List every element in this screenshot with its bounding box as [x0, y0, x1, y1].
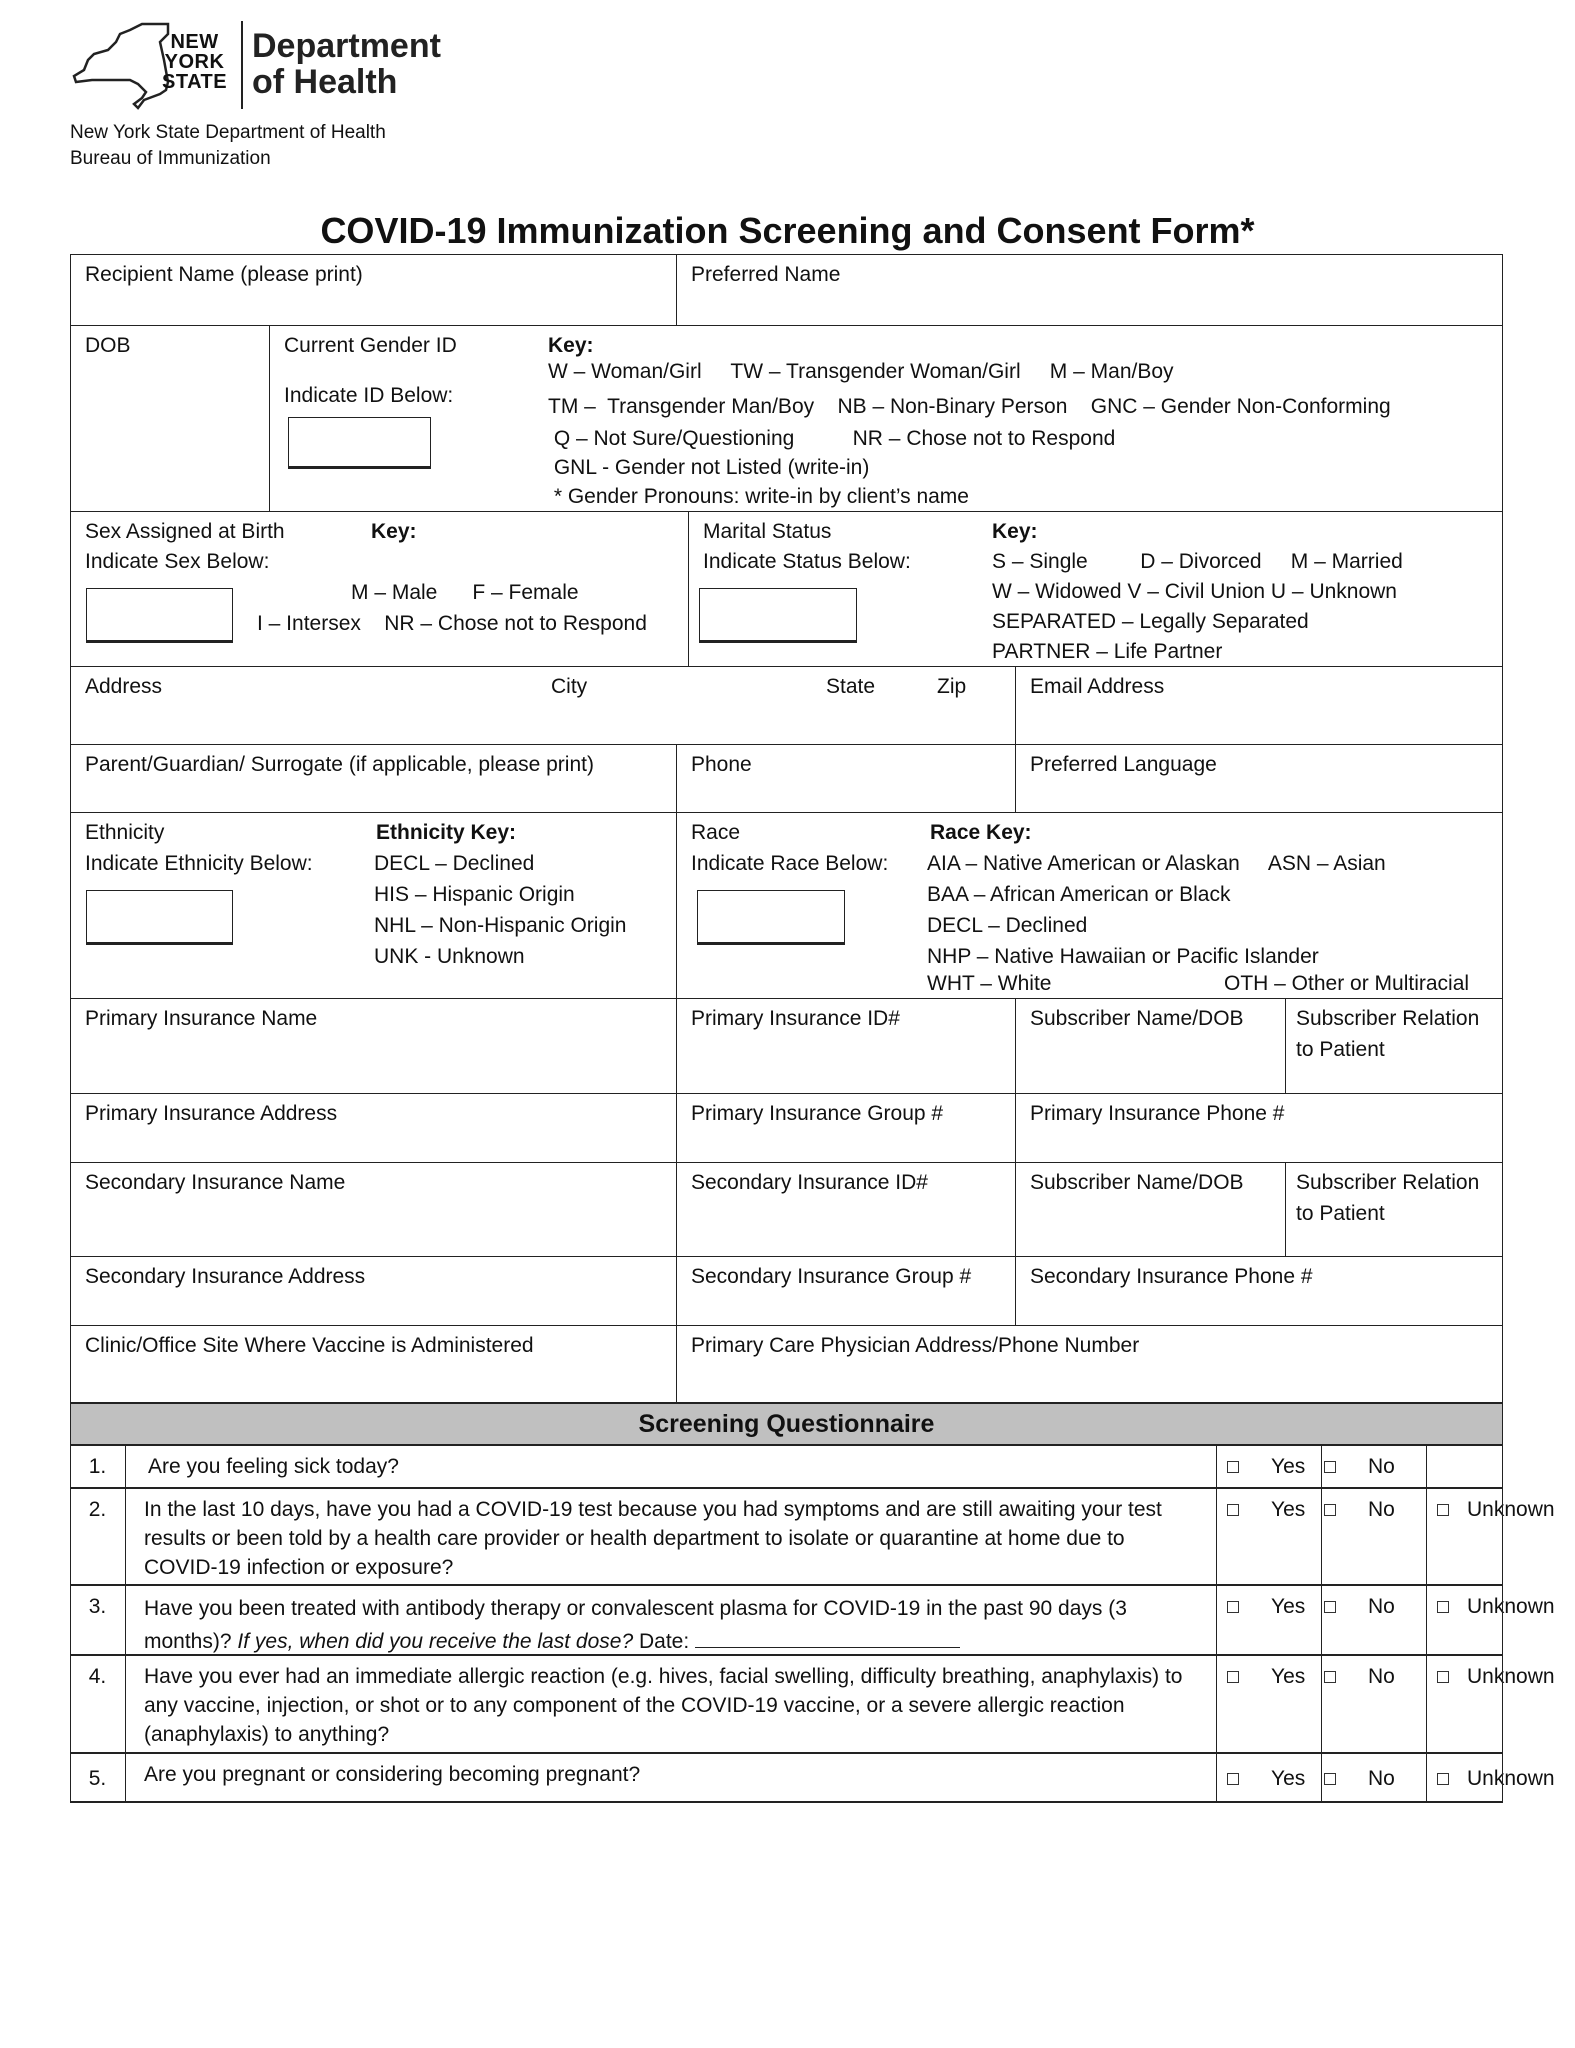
option-label: Yes	[1271, 1767, 1306, 1790]
checkbox-icon[interactable]	[1227, 1601, 1239, 1613]
field-label: Subscriber Name/DOB	[1030, 1171, 1244, 1194]
checkbox-icon[interactable]	[1437, 1773, 1449, 1785]
field-label: Primary Insurance Name	[85, 1007, 318, 1030]
key-line: OTH – Other or Multiracial	[1224, 972, 1470, 995]
key-line: NHL – Non-Hispanic Origin	[374, 914, 627, 937]
option-label: No	[1368, 1595, 1395, 1618]
question-number: 1.	[70, 1446, 126, 1487]
option-label: Unknown	[1467, 1498, 1555, 1521]
field-label: Secondary Insurance Name	[85, 1171, 346, 1194]
field-label: Subscriber Name/DOB	[1030, 1007, 1244, 1030]
checkbox-icon[interactable]	[1437, 1504, 1449, 1516]
field-label: Preferred Name	[691, 263, 841, 286]
marital-status-input[interactable]	[699, 588, 857, 643]
option-label: No	[1368, 1767, 1395, 1790]
field-label: Email Address	[1030, 675, 1165, 698]
field-label: Primary Care Physician Address/Phone Number	[691, 1334, 1140, 1357]
gender-id-input[interactable]	[288, 417, 431, 469]
key-title: Key:	[371, 520, 417, 543]
key-line: M – Male F – Female	[351, 581, 579, 604]
marital-section	[688, 511, 1503, 666]
primary-insurance-phone-field[interactable]	[1015, 1093, 1503, 1162]
option-label: No	[1368, 1455, 1395, 1478]
option-label: Yes	[1271, 1595, 1306, 1618]
question-followup: If yes, when did you receive the last dose?	[237, 1630, 634, 1653]
question-number: 3.	[70, 1586, 126, 1654]
ethnicity-input[interactable]	[86, 890, 233, 945]
key-line: NHP – Native Hawaiian or Pacific Islander	[927, 945, 1319, 968]
field-label: Secondary Insurance Phone #	[1030, 1265, 1313, 1288]
key-line: DECL – Declined	[374, 852, 535, 875]
primary-insurance-group-field[interactable]	[676, 1093, 1015, 1162]
secondary-insurance-id-field[interactable]	[676, 1162, 1015, 1256]
field-label: Secondary Insurance Address	[85, 1265, 366, 1288]
field-label: Phone	[691, 753, 752, 776]
secondary-insurance-group-field[interactable]	[676, 1256, 1015, 1325]
checkbox-icon[interactable]	[1324, 1671, 1336, 1683]
question-main-text: Have you been treated with antibody therapy or convalescent plasma for COVID-19 in the past 90 days (3 months)?	[144, 1597, 1127, 1653]
dob-field[interactable]	[70, 325, 269, 511]
secondary-subscriber-name-field[interactable]	[1015, 1162, 1285, 1256]
secondary-insurance-phone-field[interactable]	[1015, 1256, 1503, 1325]
field-label: Subscriber Relation to Patient	[1296, 1007, 1480, 1061]
key-line: WHT – White	[927, 972, 1052, 995]
key-line: UNK - Unknown	[374, 945, 525, 968]
option-label: Unknown	[1467, 1767, 1555, 1790]
primary-subscriber-relation-field[interactable]	[1285, 998, 1503, 1093]
pcp-field[interactable]	[676, 1325, 1503, 1402]
field-label: Secondary Insurance Group #	[691, 1265, 972, 1288]
secondary-insurance-address-field[interactable]	[70, 1256, 676, 1325]
date-input[interactable]	[695, 1627, 960, 1648]
key-line: GNL - Gender not Listed (write-in)	[548, 456, 870, 479]
field-label: Clinic/Office Site Where Vaccine is Administered	[85, 1334, 534, 1357]
no-option[interactable]	[1322, 1489, 1427, 1584]
logo-line: Department	[252, 27, 441, 65]
unknown-option[interactable]	[1427, 1586, 1555, 1654]
option-label: Unknown	[1467, 1595, 1555, 1618]
question-row	[70, 1586, 1555, 1656]
field-label: Ethnicity	[85, 821, 165, 844]
field-label: Preferred Language	[1030, 753, 1217, 776]
zip-label: Zip	[937, 675, 967, 698]
key-title: Key:	[992, 520, 1038, 543]
checkbox-icon[interactable]	[1437, 1601, 1449, 1613]
secondary-subscriber-relation-field[interactable]	[1285, 1162, 1503, 1256]
question-number: 4.	[70, 1656, 126, 1752]
key-line: SEPARATED – Legally Separated	[992, 610, 1309, 633]
option-label: Yes	[1271, 1455, 1306, 1478]
empty-option-cell	[1427, 1446, 1503, 1487]
question-text: Are you pregnant or considering becoming pregnant?	[126, 1754, 1217, 1801]
question-text: Have you ever had an immediate allergic reaction (e.g. hives, facial swelling, difficulty breathing, anaphylaxis) to any vaccine, injection, or shot or to any component of the COVID-19 vaccine, or a severe allergic reaction (anaphylaxis) to anything?	[126, 1656, 1217, 1752]
logo-line: YORK	[164, 51, 225, 73]
key-title: Race Key:	[930, 821, 1032, 844]
ethnicity-section	[70, 812, 676, 998]
key-title: Ethnicity Key:	[376, 821, 517, 844]
clinic-site-field[interactable]	[70, 1325, 676, 1402]
key-line: S – Single D – Divorced M – Married	[992, 550, 1403, 573]
no-option[interactable]	[1322, 1656, 1427, 1752]
yes-option[interactable]	[1217, 1754, 1322, 1801]
question-row	[70, 1656, 1555, 1754]
key-line: * Gender Pronouns: write-in by client’s name	[548, 485, 969, 508]
page-title: COVID-19 Immunization Screening and Consent Form*	[320, 210, 1255, 251]
key-line: HIS – Hispanic Origin	[374, 883, 575, 906]
key-line: I – Intersex NR – Chose not to Respond	[257, 612, 647, 635]
unknown-option[interactable]	[1427, 1489, 1555, 1584]
primary-insurance-id-field[interactable]	[676, 998, 1015, 1093]
question-text: Are you feeling sick today?	[126, 1446, 1217, 1487]
field-label: Secondary Insurance ID#	[691, 1171, 928, 1194]
logo-line: STATE	[162, 71, 228, 93]
question-row	[70, 1754, 1555, 1803]
logo-state-text	[162, 32, 227, 92]
yes-option[interactable]	[1217, 1446, 1322, 1487]
question-row	[70, 1489, 1555, 1586]
unknown-option[interactable]	[1427, 1754, 1555, 1801]
sex-input[interactable]	[86, 588, 233, 643]
checkbox-icon[interactable]	[1227, 1504, 1239, 1516]
city-label: City	[551, 675, 588, 698]
primary-insurance-name-field[interactable]	[70, 998, 676, 1093]
field-label: Parent/Guardian/ Surrogate (if applicable, please print)	[85, 753, 594, 776]
key-line: PARTNER – Life Partner	[992, 640, 1223, 663]
primary-subscriber-name-field[interactable]	[1015, 998, 1285, 1093]
date-label: Date:	[638, 1630, 690, 1653]
field-label: DOB	[85, 334, 131, 357]
checkbox-icon[interactable]	[1324, 1461, 1336, 1473]
yes-option[interactable]	[1217, 1489, 1322, 1584]
question-text	[126, 1586, 1217, 1654]
checkbox-icon[interactable]	[1324, 1504, 1336, 1516]
primary-insurance-address-field[interactable]	[70, 1093, 676, 1162]
field-label: Marital Status	[703, 520, 832, 543]
option-label: No	[1368, 1665, 1395, 1688]
yes-option[interactable]	[1217, 1586, 1322, 1654]
preferred-language-field[interactable]	[1015, 744, 1503, 812]
field-label: Current Gender ID	[284, 334, 457, 357]
field-label: Recipient Name (please print)	[85, 263, 363, 286]
question-number: 2.	[70, 1489, 126, 1584]
field-label: Primary Insurance Phone #	[1030, 1102, 1285, 1125]
address-field[interactable]	[70, 666, 1015, 744]
field-label: Indicate Status Below:	[703, 550, 911, 573]
question-text: In the last 10 days, have you had a COVID-19 test because you had symptoms and are still awaiting your test results or been told by a health care provider or health department to isolate or quarantine at home due to COVID-19 infection or exposure?	[126, 1489, 1217, 1584]
agency-line: Bureau of Immunization	[70, 148, 271, 169]
field-label: Sex Assigned at Birth	[85, 520, 285, 543]
checkbox-icon[interactable]	[1227, 1671, 1239, 1683]
sex-section	[70, 511, 688, 666]
key-line: TM – Transgender Man/Boy NB – Non-Binary Person GNC – Gender Non-Conforming	[548, 395, 1391, 418]
logo-dept-text	[252, 28, 441, 100]
field-label: Indicate Race Below:	[691, 852, 889, 875]
no-option[interactable]	[1322, 1586, 1427, 1654]
guardian-field[interactable]	[70, 744, 676, 812]
checkbox-icon[interactable]	[1227, 1773, 1239, 1785]
field-label: Primary Insurance ID#	[691, 1007, 900, 1030]
email-field[interactable]	[1015, 666, 1503, 744]
field-label: Indicate Sex Below:	[85, 550, 270, 573]
field-label: Primary Insurance Group #	[691, 1102, 944, 1125]
question-number: 5.	[70, 1754, 126, 1801]
unknown-option[interactable]	[1427, 1656, 1555, 1752]
key-line: Q – Not Sure/Questioning NR – Chose not to Respond	[548, 427, 1116, 450]
agency-line: New York State Department of Health	[70, 122, 386, 143]
phone-field[interactable]	[676, 744, 1015, 812]
checkbox-icon[interactable]	[1324, 1773, 1336, 1785]
recipient-name-field[interactable]	[70, 254, 676, 325]
secondary-insurance-name-field[interactable]	[70, 1162, 676, 1256]
checkbox-icon[interactable]	[1227, 1461, 1239, 1473]
option-label: Unknown	[1467, 1665, 1555, 1688]
questionnaire-header: Screening Questionnaire	[70, 1402, 1503, 1446]
address-label: Address	[85, 675, 163, 698]
checkbox-icon[interactable]	[1437, 1671, 1449, 1683]
field-label: Subscriber Relation to Patient	[1296, 1171, 1480, 1225]
logo-line: NEW	[170, 31, 219, 53]
nysdoh-logo	[70, 18, 470, 128]
state-label: State	[826, 675, 876, 698]
key-line: W – Woman/Girl TW – Transgender Woman/Girl M – Man/Boy	[548, 360, 1174, 383]
option-label: Yes	[1271, 1665, 1306, 1688]
field-label: Indicate Ethnicity Below:	[85, 852, 313, 875]
key-line: BAA – African American or Black	[927, 883, 1231, 906]
preferred-name-field[interactable]	[676, 254, 1503, 325]
field-label: Primary Insurance Address	[85, 1102, 338, 1125]
option-label: Yes	[1271, 1498, 1306, 1521]
race-input[interactable]	[697, 890, 845, 945]
key-line: W – Widowed V – Civil Union U – Unknown	[992, 580, 1397, 603]
field-label: Indicate ID Below:	[284, 384, 454, 407]
agency-name	[70, 120, 386, 172]
logo-line: of Health	[252, 63, 398, 101]
key-line: AIA – Native American or Alaskan ASN – Asian	[927, 852, 1386, 875]
key-title: Key:	[548, 334, 594, 357]
no-option[interactable]	[1322, 1446, 1427, 1487]
logo-divider	[241, 21, 243, 109]
no-option[interactable]	[1322, 1754, 1427, 1801]
key-line: DECL – Declined	[927, 914, 1088, 937]
race-section	[676, 812, 1503, 998]
field-label: Race	[691, 821, 741, 844]
question-row	[70, 1446, 1503, 1489]
gender-section	[269, 325, 1503, 511]
checkbox-icon[interactable]	[1324, 1601, 1336, 1613]
yes-option[interactable]	[1217, 1656, 1322, 1752]
ny-state-outline-icon	[72, 20, 172, 110]
option-label: No	[1368, 1498, 1395, 1521]
